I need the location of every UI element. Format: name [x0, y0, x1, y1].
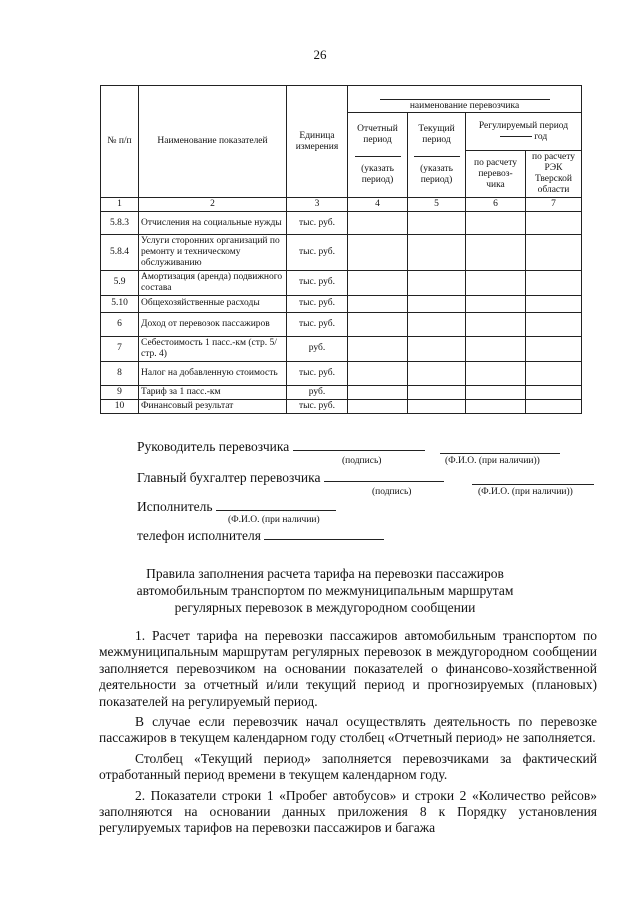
rules-title-line: автомобильным транспортом по межмуниципальным маршрутам [136, 583, 514, 598]
cell-reporting[interactable] [348, 399, 408, 413]
row-num: 5.9 [101, 271, 139, 296]
cell-current[interactable] [408, 361, 466, 385]
rules-paragraph-3: Столбец «Текущий период» заполняется перевозчиками за фактический отработанный период времени в текущем календарном году. [99, 750, 597, 783]
header-num: № п/п [101, 86, 139, 198]
row-num: 8 [101, 361, 139, 385]
table-row [101, 361, 582, 385]
cell-current[interactable] [408, 399, 466, 413]
rules-paragraph-2: В случае если перевозчик начал осуществлять деятельность по перевозке пассажиров в текущем календарном году столбец «Отчетный период» не заполняется. [99, 714, 597, 746]
row-num: 9 [101, 385, 139, 399]
cell-by-rek[interactable] [526, 312, 582, 336]
column-number: 4 [348, 198, 408, 212]
phone-label: телефон исполнителя [137, 528, 261, 543]
cell-by-rek[interactable] [526, 336, 582, 361]
cell-by-carrier[interactable] [466, 361, 526, 385]
regulated-year-blank [500, 135, 532, 137]
header-by-rek: по расчету РЭК Тверской области [526, 151, 582, 198]
cell-by-rek[interactable] [526, 361, 582, 385]
table-row [101, 235, 582, 271]
regulated-period-label: Регулируемый период [478, 121, 569, 131]
tariff-table [100, 85, 582, 414]
cell-reporting[interactable] [348, 361, 408, 385]
cell-current[interactable] [408, 295, 466, 312]
row-name: Себестоимость 1 пасс.-км (стр. 5/стр. 4) [139, 336, 287, 361]
executor-fio-hint: (Ф.И.О. (при наличии) [228, 515, 320, 525]
head-signature-line [137, 438, 425, 455]
accountant-signature-hint: (подпись) [372, 487, 412, 497]
row-unit: руб. [287, 336, 348, 361]
accountant-signature-field[interactable] [324, 469, 444, 482]
cell-current[interactable] [408, 235, 466, 271]
row-unit: тыс. руб. [287, 235, 348, 271]
row-name: Услуги сторонних организаций по ремонту и техническому обслуживанию [139, 235, 287, 271]
table-row [101, 295, 582, 312]
cell-reporting[interactable] [348, 385, 408, 399]
executor-line [137, 498, 336, 515]
header-by-carrier: по расчету перевоз- чика [466, 151, 526, 198]
executor-label: Исполнитель [137, 499, 213, 514]
row-num: 7 [101, 336, 139, 361]
table-row [101, 336, 582, 361]
row-name: Доход от перевозок пассажиров [139, 312, 287, 336]
row-name: Отчисления на социальные нужды [139, 212, 287, 235]
header-regulated-period [466, 113, 582, 151]
header-current-period [408, 113, 466, 198]
row-unit: тыс. руб. [287, 361, 348, 385]
cell-by-carrier[interactable] [466, 312, 526, 336]
cell-reporting[interactable] [348, 235, 408, 271]
header-carrier [348, 98, 582, 113]
row-num: 5.8.4 [101, 235, 139, 271]
table-row [101, 212, 582, 235]
table-row [101, 399, 582, 413]
row-unit: тыс. руб. [287, 399, 348, 413]
accountant-signature-line [137, 469, 444, 486]
row-name: Общехозяйственные расходы [139, 295, 287, 312]
cell-by-carrier[interactable] [466, 295, 526, 312]
rules-paragraph-1: 1. Расчет тарифа на перевозки пассажиров автомобильным транспортом по межмуниципальным маршрутам регулярных перевозок в междугородном сообщении заполняется перевозчиком на основании показателей о финансово-хозяйственной деятельности за отчетный и/или текущий период и прогнозируемых (плановых) показателей на регулируемый период. [99, 628, 597, 709]
head-fio-hint: (Ф.И.О. (при наличии)) [445, 456, 540, 466]
carrier-name-label: наименование перевозчика [380, 99, 550, 112]
cell-current[interactable] [408, 385, 466, 399]
row-unit: тыс. руб. [287, 295, 348, 312]
header-unit: Единица измерения [287, 86, 348, 198]
row-num: 10 [101, 399, 139, 413]
cell-by-carrier[interactable] [466, 399, 526, 413]
current-period-label: Текущий период [418, 124, 455, 146]
cell-by-carrier[interactable] [466, 235, 526, 271]
table-row [101, 271, 582, 296]
row-unit: тыс. руб. [287, 271, 348, 296]
cell-by-rek[interactable] [526, 399, 582, 413]
table-row [101, 312, 582, 336]
rules-title-line: регулярных перевозок в междугородном сообщении [174, 600, 476, 615]
row-name: Финансовый результат [139, 399, 287, 413]
cell-by-carrier[interactable] [466, 271, 526, 296]
cell-reporting[interactable] [348, 295, 408, 312]
phone-field[interactable] [264, 527, 384, 540]
head-signature-field[interactable] [293, 438, 425, 451]
table-row [101, 385, 582, 399]
column-number: 3 [287, 198, 348, 212]
row-num: 5.8.3 [101, 212, 139, 235]
reporting-period-hint: (указать период) [361, 164, 394, 186]
executor-fio-field[interactable] [216, 498, 336, 511]
rules-title-line: Правила заполнения расчета тарифа на перевозки пассажиров [146, 566, 504, 581]
row-unit: руб. [287, 385, 348, 399]
head-fio-field[interactable] [440, 453, 560, 454]
rules-paragraph-4: 2. Показатели строки 1 «Пробег автобусов» и строки 2 «Количество рейсов» заполняются на основании данных приложения 8 к Порядку установления регулируемых тарифов на перевозки пассажиров и багажа [99, 787, 597, 836]
row-unit: тыс. руб. [287, 212, 348, 235]
header-name: Наименование показателей [139, 86, 287, 198]
rules-body [99, 628, 597, 837]
row-name: Амортизация (аренда) подвижного состава [139, 271, 287, 296]
reporting-period-blank [355, 155, 401, 157]
header-reporting-period [348, 113, 408, 198]
page-number: 26 [313, 47, 327, 62]
cell-by-rek[interactable] [526, 212, 582, 235]
head-label: Руководитель перевозчика [137, 439, 290, 454]
cell-by-rek[interactable] [526, 295, 582, 312]
cell-current[interactable] [408, 212, 466, 235]
accountant-label: Главный бухгалтер перевозчика [137, 470, 321, 485]
column-number: 1 [101, 198, 139, 212]
cell-reporting[interactable] [348, 336, 408, 361]
cell-by-rek[interactable] [526, 385, 582, 399]
regulated-year-label: год [534, 131, 548, 142]
cell-reporting[interactable] [348, 212, 408, 235]
column-number: 5 [408, 198, 466, 212]
column-number: 6 [466, 198, 526, 212]
column-number: 7 [526, 198, 582, 212]
accountant-fio-field[interactable] [472, 484, 594, 485]
head-signature-hint: (подпись) [342, 456, 382, 466]
cell-by-carrier[interactable] [466, 385, 526, 399]
cell-current[interactable] [408, 271, 466, 296]
row-unit: тыс. руб. [287, 312, 348, 336]
cell-by-carrier[interactable] [466, 336, 526, 361]
column-number: 2 [139, 198, 287, 212]
row-num: 5.10 [101, 295, 139, 312]
current-period-hint: (указать период) [420, 164, 453, 186]
cell-current[interactable] [408, 312, 466, 336]
phone-line [137, 527, 384, 544]
cell-by-rek[interactable] [526, 271, 582, 296]
rules-title [110, 565, 540, 616]
cell-reporting[interactable] [348, 312, 408, 336]
accountant-fio-hint: (Ф.И.О. (при наличии)) [478, 487, 573, 497]
cell-current[interactable] [408, 336, 466, 361]
cell-by-carrier[interactable] [466, 212, 526, 235]
row-name: Тариф за 1 пасс.-км [139, 385, 287, 399]
current-period-blank [414, 155, 460, 157]
cell-reporting[interactable] [348, 271, 408, 296]
row-name: Налог на добавленную стоимость [139, 361, 287, 385]
cell-by-rek[interactable] [526, 235, 582, 271]
reporting-period-label: Отчетный период [357, 124, 398, 146]
row-num: 6 [101, 312, 139, 336]
